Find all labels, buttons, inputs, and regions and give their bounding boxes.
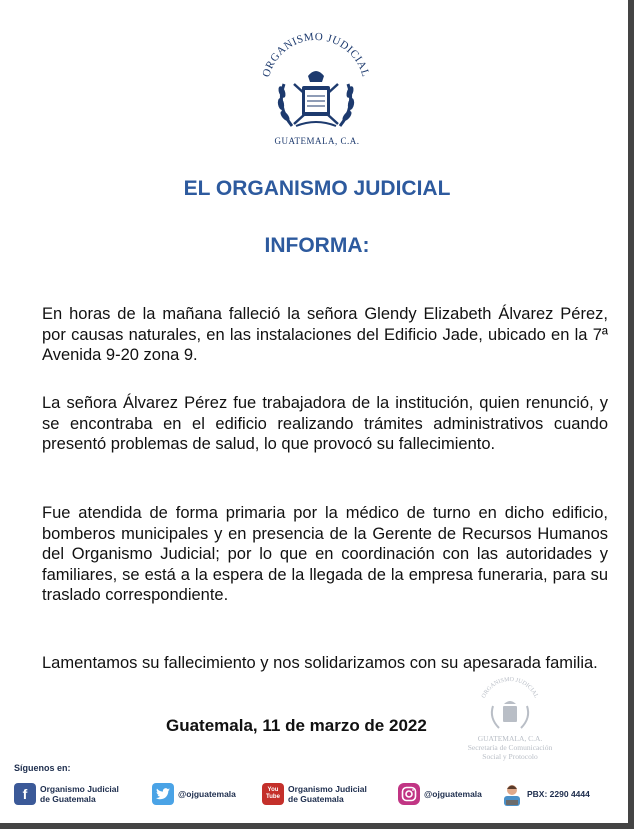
youtube-line-1: Organismo Judicial bbox=[288, 784, 367, 794]
twitter-link[interactable] bbox=[152, 780, 236, 808]
youtube-link[interactable] bbox=[262, 780, 367, 808]
document-title: EL ORGANISMO JUDICIAL bbox=[183, 177, 451, 200]
paragraph-4: Lamentamos su fallecimiento y nos solidarizamos con su apesarada familia. bbox=[42, 654, 598, 672]
instagram-handle: @ojguatemala bbox=[424, 789, 482, 799]
facebook-line-2: de Guatemala bbox=[40, 794, 96, 804]
facebook-icon: f bbox=[14, 783, 36, 805]
paragraph-1: En horas de la mañana falleció la señora Glendy Elizabeth Álvarez Pérez, por causas naturales, en las instalaciones del Edificio Jade, ubicado en la 7ª Avenida 9-20 zona 9. bbox=[42, 305, 608, 364]
phone-label: PBX: 2290 4444 bbox=[527, 789, 590, 799]
secretaria-stamp bbox=[450, 672, 570, 772]
date-line: Guatemala, 11 de marzo de 2022 bbox=[166, 716, 427, 735]
facebook-line-1: Organismo Judicial bbox=[40, 784, 119, 794]
stamp-arc-text: ORGANISMO JUDICIAL bbox=[481, 676, 539, 700]
paragraph-2: La señora Álvarez Pérez fue trabajadora de la institución, quien renunció, y se encontraba en el edificio realizando trámites administrativos cuando presentó problemas de salud, lo que provocó su fallecimiento. bbox=[42, 394, 608, 453]
paragraph-3: Fue atendida de forma primaria por la médico de turno en dicho edificio, bomberos municipales y en presencia de la Gerente de Recursos Humanos del Organismo Judicial; por lo que en coordinación con las autoridades y familiares, se está a la espera de la llegada de la empresa funeraria, para su traslado correspondiente. bbox=[42, 504, 608, 604]
stamp-location: GUATEMALA, C.A. bbox=[477, 734, 543, 743]
twitter-icon bbox=[152, 783, 174, 805]
seal-location: GUATEMALA, C.A. bbox=[274, 136, 360, 146]
stamp-line-2: Social y Protocolo bbox=[482, 752, 538, 761]
instagram-icon bbox=[398, 783, 420, 805]
youtube-icon: You Tube bbox=[262, 783, 284, 805]
svg-text:ORGANISMO JUDICIAL bbox=[481, 677, 539, 700]
seal-arc-text: ORGANISMO JUDICIAL bbox=[260, 30, 372, 79]
instagram-link[interactable] bbox=[398, 780, 482, 808]
facebook-link[interactable] bbox=[14, 780, 119, 808]
youtube-line-2: de Guatemala bbox=[288, 794, 344, 804]
document-subtitle: INFORMA: bbox=[264, 234, 370, 257]
stamp-line-1: Secretaría de Comunicación bbox=[467, 743, 553, 752]
follow-us-label: Síguenos en: bbox=[14, 763, 71, 773]
twitter-handle: @ojguatemala bbox=[178, 789, 236, 799]
phone-contact bbox=[501, 780, 590, 808]
operator-icon bbox=[501, 782, 523, 806]
